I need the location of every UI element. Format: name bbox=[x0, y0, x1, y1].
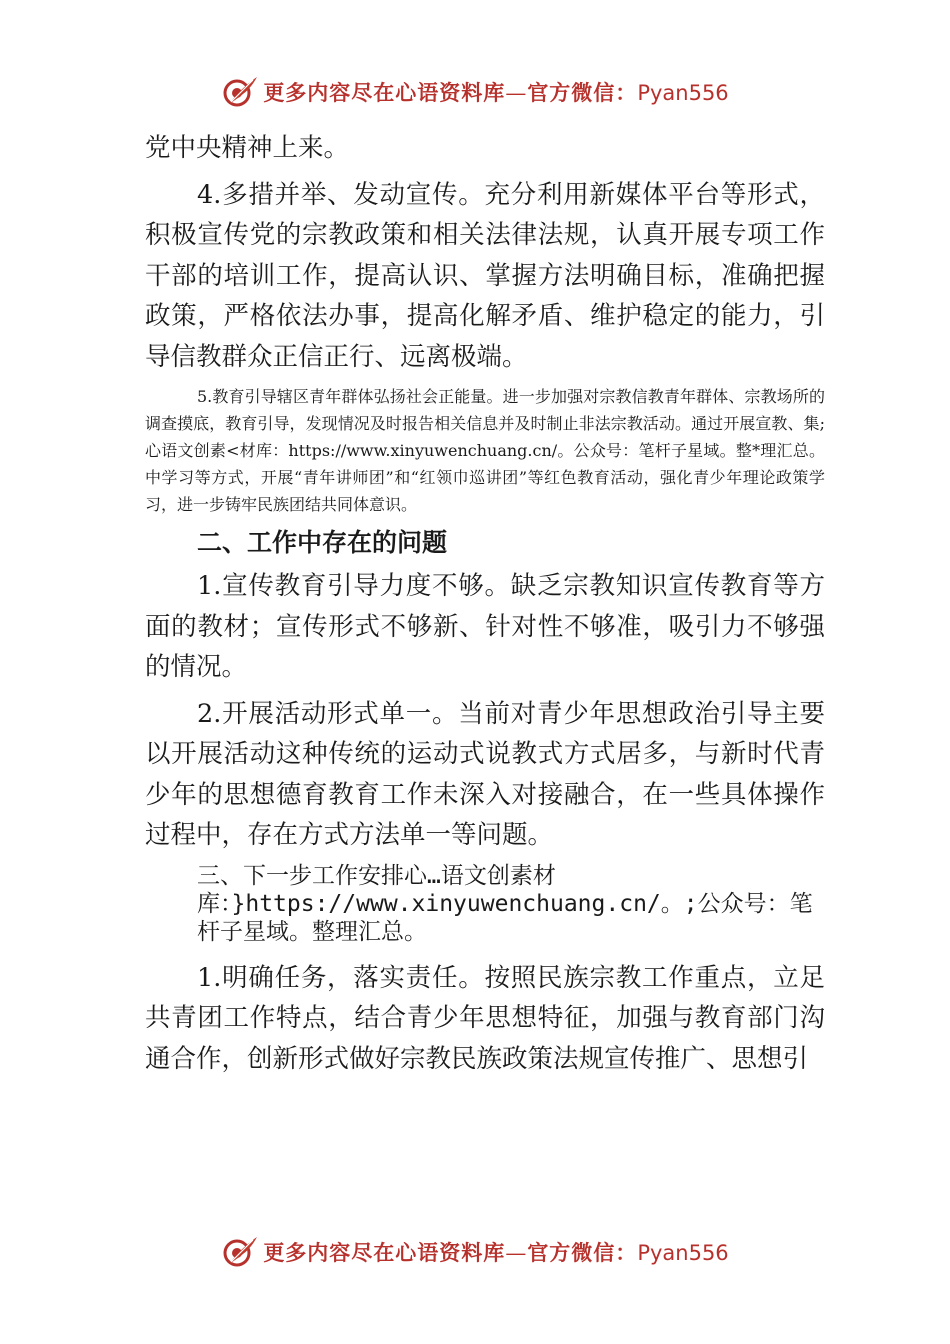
section-heading-next-steps: 三、下一步工作安排心…语文创素材库：}https://www.xinyuwenchuang.cn/。;公众号：笔杆子星域。整理汇总。 bbox=[197, 862, 813, 945]
quill-pen-logo-icon bbox=[221, 74, 259, 110]
footer-banner bbox=[0, 1232, 950, 1272]
paragraph-item-5: 5.教育引导辖区青年群体弘扬社会正能量。进一步加强对宗教信教青年群体、宗教场所的调查摸底，教育引导，发现情况及时报告相关信息并及时制止非法宗教活动。通过开展宣教、集;心语文创素<材库：https://www.xinyuwenchuang.cn/。公众号：笔杆子星域。整*理汇总。中学习等方式，开展“青年讲师团”和“红领巾巡讲团”等红色教育活动，强化青少年理论政策学习，进一步铸牢民族团结共同体意识。 bbox=[145, 387, 825, 514]
paragraph-problem-2: 2.开展活动形式单一。当前对青少年思想政治引导主要以开展活动这种传统的运动式说教式方式居多，与新时代青少年的思想德育教育工作未深入对接融合，在一些具体操作过程中，存在方式方法单一等问题。 bbox=[145, 698, 825, 850]
quill-pen-logo-icon bbox=[221, 1234, 259, 1270]
paragraph-continued: 党中央精神上来。 bbox=[145, 133, 350, 163]
document-body bbox=[145, 128, 825, 1079]
section-heading-problems: 二、工作中存在的问题 bbox=[197, 528, 448, 557]
header-banner-text: 更多内容尽在心语资料库—官方微信：Pyan556 bbox=[263, 80, 729, 105]
paragraph-problem-1: 1.宣传教育引导力度不够。缺乏宗教知识宣传教育等方面的教材；宣传形式不够新、针对性不够准，吸引力不够强的情况。 bbox=[145, 571, 825, 682]
footer-banner-text: 更多内容尽在心语资料库—官方微信：Pyan556 bbox=[263, 1240, 729, 1265]
paragraph-plan-1: 1.明确任务，落实责任。按照民族宗教工作重点，立足共青团工作特点，结合青少年思想特征，加强与教育部门沟通合作，创新形式做好宗教民族政策法规宣传推广、思想引 bbox=[145, 962, 825, 1074]
header-banner bbox=[0, 72, 950, 112]
paragraph-item-4: 4.多措并举、发动宣传。充分利用新媒体平台等形式，积极宣传党的宗教政策和相关法律法规，认真开展专项工作干部的培训工作，提高认识、掌握方法明确目标，准确把握政策，严格依法办事，提高化解矛盾、维护稳定的能力，引导信教群众正信正行、远离极端。 bbox=[145, 179, 825, 372]
